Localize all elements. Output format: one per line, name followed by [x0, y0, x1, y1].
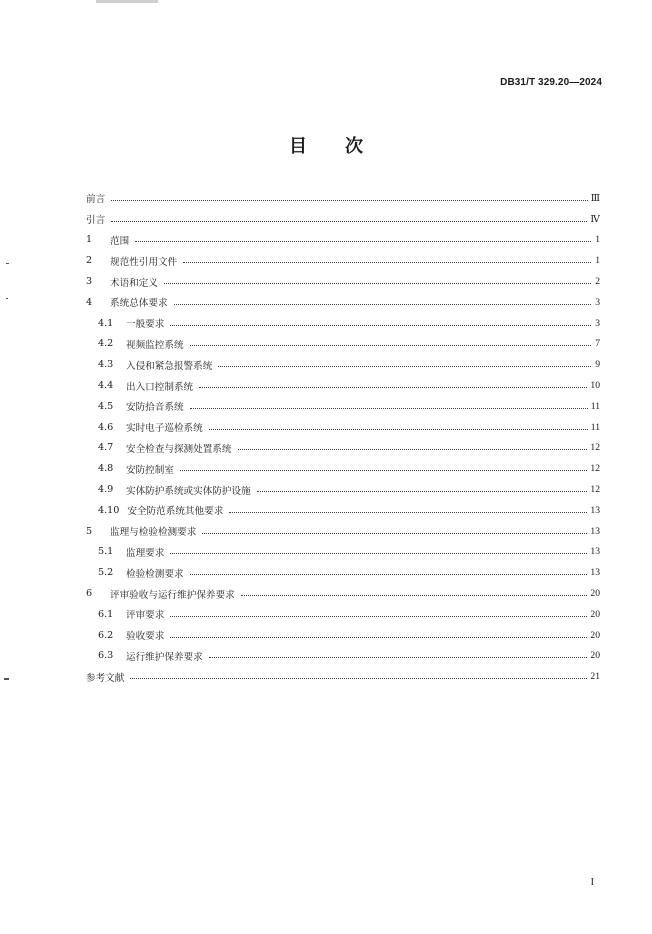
dot-leader: [180, 470, 587, 471]
toc-entry-label: 评审验收与运行维护保养要求: [110, 589, 235, 601]
toc-entry-page: 12: [590, 463, 600, 475]
toc-entry-page: 10: [590, 380, 600, 392]
dot-leader: [199, 387, 587, 388]
document-code: DB31/T 329.20—2024: [500, 77, 602, 88]
toc-entry-label: 实时电子巡检系统: [126, 423, 203, 435]
toc-entry-label: 安全检查与探测处置系统: [126, 443, 232, 455]
scan-mark: [4, 678, 9, 680]
dot-leader: [257, 491, 588, 492]
toc-entry-label: 安防拾音系统: [126, 402, 184, 414]
toc-entry-page: 12: [590, 484, 600, 496]
toc-entry-page: 20: [590, 650, 600, 662]
toc-entry-page: Ⅲ: [590, 192, 600, 204]
toc-entry[interactable]: [86, 625, 600, 646]
dot-leader: [170, 637, 587, 638]
toc-entry-page: 21: [590, 671, 600, 683]
toc-entry-number: 5: [86, 525, 93, 537]
toc-entry[interactable]: [86, 604, 600, 625]
title-char-2: 次: [345, 136, 363, 157]
toc-entry-number: 6.3: [98, 650, 114, 662]
toc-entry-number: 4.9: [98, 484, 114, 496]
toc-entry-label: 评审要求: [126, 610, 165, 622]
toc-entry[interactable]: [86, 230, 600, 251]
toc-entry[interactable]: [86, 500, 600, 521]
page-number: I: [590, 877, 594, 888]
title-char-1: 目: [289, 136, 307, 157]
dot-leader: [209, 657, 588, 658]
dot-leader: [202, 533, 587, 534]
page-title: [0, 132, 652, 158]
toc-entry-page: 20: [590, 588, 600, 600]
toc-entry-label: 前言: [86, 194, 106, 206]
toc-entry-label: 监理与检验检测要求: [110, 527, 197, 539]
toc-entry[interactable]: [86, 354, 600, 375]
toc-entry[interactable]: [86, 209, 600, 230]
toc-entry-label: 安防控制室: [126, 464, 174, 476]
dot-leader: [111, 200, 588, 201]
toc-entry[interactable]: [86, 188, 600, 209]
toc-entry-page: 1: [595, 234, 600, 246]
toc-entry-number: 4.3: [98, 359, 114, 371]
dot-leader: [190, 345, 591, 346]
toc-entry-number: 4.4: [98, 380, 114, 392]
dot-leader: [190, 574, 588, 575]
toc-entry-page: 2: [595, 276, 600, 288]
dot-leader: [183, 262, 591, 263]
toc-entry-label: 入侵和紧急报警系统: [126, 360, 213, 372]
toc-entry-number: 4: [86, 296, 93, 308]
toc-entry-page: 1: [595, 255, 600, 267]
scan-mark: [6, 298, 8, 299]
toc-entry-number: 2: [86, 255, 93, 267]
scan-mark: [6, 263, 9, 264]
toc-entry[interactable]: [86, 521, 600, 542]
toc-entry-number: 6.1: [98, 608, 114, 620]
toc-entry-label: 安全防范系统其他要求: [127, 506, 224, 518]
toc-entry-page: 20: [590, 608, 600, 620]
toc-entry-page: 13: [590, 546, 600, 558]
toc-entry-label: 系统总体要求: [110, 298, 168, 310]
dot-leader: [174, 304, 591, 305]
scan-artifact: [96, 0, 158, 3]
toc-entry[interactable]: [86, 292, 600, 313]
dot-leader: [135, 241, 591, 242]
toc-entry-number: 4.8: [98, 463, 114, 475]
toc-entry-number: 5.1: [98, 546, 114, 558]
toc-entry-number: 5.2: [98, 567, 114, 579]
dot-leader: [238, 449, 588, 450]
toc-entry-number: 4.6: [98, 421, 114, 433]
toc-entry[interactable]: [86, 583, 600, 604]
toc-entry-label: 监理要求: [126, 547, 165, 559]
toc-entry-page: 3: [595, 317, 600, 329]
toc-entry[interactable]: [86, 250, 600, 271]
dot-leader: [229, 512, 587, 513]
toc-entry-label: 一般要求: [126, 319, 165, 331]
toc-entry[interactable]: [86, 666, 600, 687]
toc-entry-label: 引言: [86, 215, 106, 227]
toc-entry[interactable]: [86, 458, 600, 479]
toc-entry-number: 1: [86, 234, 93, 246]
toc-entry[interactable]: [86, 562, 600, 583]
toc-entry-page: 11: [590, 400, 600, 412]
table-of-contents: [86, 188, 600, 687]
toc-entry[interactable]: [86, 438, 600, 459]
toc-entry-label: 检验检测要求: [126, 568, 184, 580]
toc-entry[interactable]: [86, 646, 600, 667]
dot-leader: [130, 678, 587, 679]
toc-entry-page: 3: [595, 296, 600, 308]
toc-entry-number: 4.5: [98, 400, 114, 412]
toc-entry-number: 6.2: [98, 629, 114, 641]
toc-entry[interactable]: [86, 396, 600, 417]
toc-entry-page: 13: [590, 525, 600, 537]
toc-entry-label: 出入口控制系统: [126, 381, 194, 393]
toc-entry-page: 12: [590, 442, 600, 454]
toc-entry[interactable]: [86, 479, 600, 500]
toc-entry[interactable]: [86, 375, 600, 396]
toc-entry-label: 参考文献: [86, 672, 125, 684]
dot-leader: [209, 429, 588, 430]
dot-leader: [218, 366, 591, 367]
toc-entry-label: 实体防护系统或实体防护设施: [126, 485, 251, 497]
toc-entry[interactable]: [86, 334, 600, 355]
toc-entry-page: 7: [595, 338, 600, 350]
toc-entry-label: 验收要求: [126, 631, 165, 643]
toc-entry-page: 9: [595, 359, 600, 371]
toc-entry-page: 11: [590, 421, 600, 433]
toc-entry-number: 4.10: [98, 504, 120, 516]
toc-entry-number: 4.2: [98, 338, 114, 350]
toc-entry-number: 3: [86, 276, 93, 288]
toc-entry-number: 6: [86, 588, 93, 600]
toc-entry[interactable]: [86, 313, 600, 334]
dot-leader: [170, 325, 591, 326]
dot-leader: [170, 616, 587, 617]
toc-entry[interactable]: [86, 417, 600, 438]
toc-entry[interactable]: [86, 542, 600, 563]
toc-entry-label: 视频监控系统: [126, 339, 184, 351]
toc-entry-page: Ⅳ: [590, 213, 600, 225]
dot-leader: [190, 408, 588, 409]
toc-entry-page: 13: [590, 504, 600, 516]
dot-leader: [164, 283, 591, 284]
toc-entry-number: 4.1: [98, 317, 114, 329]
toc-entry[interactable]: [86, 271, 600, 292]
toc-entry-page: 13: [590, 567, 600, 579]
dot-leader: [111, 221, 587, 222]
dot-leader: [241, 595, 588, 596]
toc-entry-label: 范围: [110, 235, 130, 247]
toc-entry-label: 规范性引用文件: [110, 256, 178, 268]
toc-entry-number: 4.7: [98, 442, 114, 454]
dot-leader: [170, 553, 587, 554]
toc-entry-label: 术语和定义: [110, 277, 158, 289]
toc-entry-label: 运行维护保养要求: [126, 651, 203, 663]
toc-entry-page: 20: [590, 629, 600, 641]
